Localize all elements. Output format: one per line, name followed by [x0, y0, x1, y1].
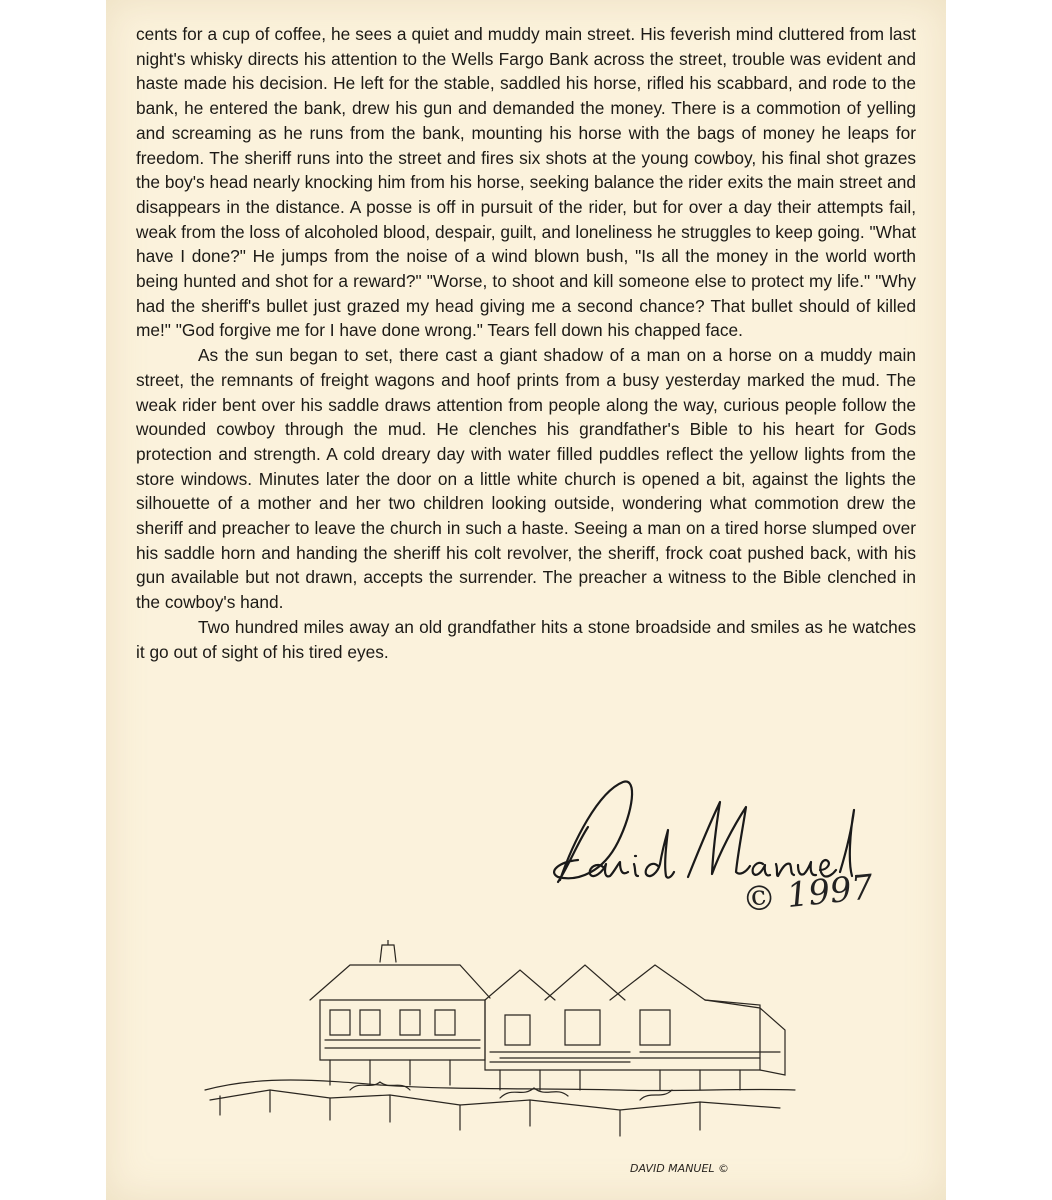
copyright-notice: © 1997	[740, 867, 876, 921]
story-text	[136, 22, 916, 664]
sketch-signature: DAVID MANUEL ©	[630, 1162, 730, 1175]
story-paragraph: Two hundred miles away an old grandfather hits a stone broadside and smiles as he watches it go out of sight of his tired eyes.	[136, 616, 916, 662]
story-paragraph: As the sun began to set, there cast a giant shadow of a man on a horse on a muddy main street, the remnants of freight wagons and hoof prints from a busy yesterday marked the mud. The weak rider bent over his saddle draws attention from people along the way, curious people follow the wounded cowboy through the mud. He clenches his grandfather's Bible to his heart for Gods protection and strength. A cold dreary day with water filled puddles reflect the yellow lights from the store windows. Minutes later the door on a little white church is opened a bit, against the lights the silhouette of a mother and her two children looking outside, wondering what commotion drew the sheriff and preacher to leave the church in such a haste. Seeing a man on a tired horse slumped over his saddle horn and handing the sheriff his colt revolver, the sheriff, frock coat pushed back, with his gun available but not drawn, accepts the surrender. The preacher a witness to the Bible clenched in the cowboy's hand.	[136, 345, 916, 613]
lodge-sketch-image	[200, 940, 800, 1180]
story-paragraph: cents for a cup of coffee, he sees a quiet and muddy main street. His feverish mind cluttered from last night's whisky directs his attention to the Wells Fargo Bank across the street, trouble was evident and haste made his decision. He left for the stable, saddled his horse, rifled his scabbard, and rode to the bank, he entered the bank, drew his gun and demanded the money. There is a commotion of yelling and screaming as he runs from the bank, mounting his horse with the bags of money he leaps for freedom. The sheriff runs into the street and fires six shots at the young cowboy, his final shot grazes the boy's head nearly knocking him from his horse, seeking balance the rider exits the main street and disappears in the distance. A posse is off in pursuit of the rider, but for over a day their attempts fail, weak from the loss of alcoholed blood, despair, guilt, and loneliness he struggles to keep going. "What have I done?" He jumps from the noise of a wind blown bush, "Is all the money in the world worth being hunted and shot for a reward?" "Worse, to shoot and kill someone else to protect my life." "Why had the sheriff's bullet just grazed my head giving me a second chance? That bullet should of killed me!" "God forgive me for I have done wrong." Tears fell down his chapped face.	[136, 24, 916, 341]
